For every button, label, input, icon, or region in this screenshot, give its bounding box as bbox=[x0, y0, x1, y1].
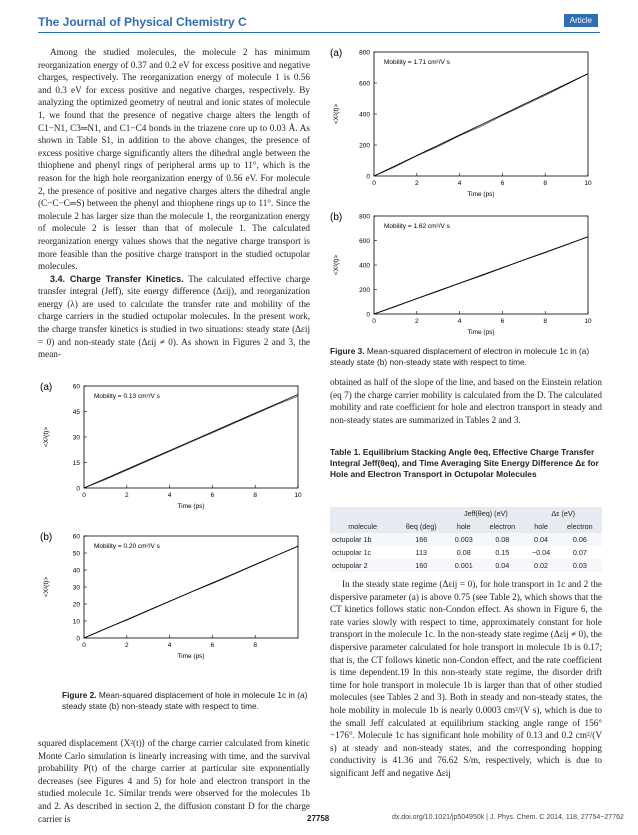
plot-frame bbox=[84, 386, 298, 488]
x-tick-label: 10 bbox=[584, 318, 592, 325]
x-tick-label: 6 bbox=[500, 318, 505, 325]
panel-label: (a) bbox=[330, 48, 343, 59]
figure3-chart-a bbox=[328, 42, 600, 202]
x-axis-label: Time (ps) bbox=[177, 653, 205, 660]
fit-series-line bbox=[84, 395, 298, 489]
mobility-annotation: Mobility = 1.71 cm²/V s bbox=[384, 59, 450, 66]
page-number: 27758 bbox=[307, 814, 330, 823]
y-tick-label: 50 bbox=[72, 550, 80, 558]
caption-label: Figure 3. bbox=[330, 346, 365, 356]
x-axis-label: Time (ps) bbox=[467, 191, 495, 198]
y-tick-label: 200 bbox=[359, 142, 370, 150]
x-axis-label: Time (ps) bbox=[467, 329, 495, 336]
y-tick-label: 30 bbox=[72, 584, 80, 592]
plot-frame bbox=[374, 52, 588, 176]
panel-label: (b) bbox=[330, 212, 343, 223]
mobility-annotation: Mobility = 0.13 cm²/V s bbox=[94, 393, 160, 400]
y-tick-label: 0 bbox=[76, 635, 80, 643]
section-heading: 3.4. Charge Transfer Kinetics. bbox=[50, 273, 184, 284]
y-tick-label: 40 bbox=[72, 567, 80, 575]
x-tick-label: 6 bbox=[210, 642, 215, 649]
paragraph: obtained as half of the slope of the line, and based on the Einstein relation (eq 7) the charge carrier mobility is calculated from the D. The calculated mobility and rate coefficient for hole and electron transport in steady and non-steady states are summarized in Tables 2 and 3. bbox=[330, 377, 602, 425]
right-text-top bbox=[330, 376, 602, 426]
x-tick-label: 8 bbox=[253, 642, 258, 649]
header-rule bbox=[38, 32, 600, 33]
y-tick-label: 45 bbox=[72, 409, 80, 416]
mobility-annotation: Mobility = 0.20 cm²/V s bbox=[94, 543, 160, 550]
y-axis-label: <X²(t)> bbox=[333, 254, 340, 276]
paragraph: squared displacement ⟨X²(t)⟩ of the charge carrier calculated from kinetic Monte Carlo simulation is linearly increasing with time, and the survival probability P(t) of the charge carrier at particular site exponentially decreases (see Figures 4 and 5) for hole and electron transport in the studied molecule 1c. Similar trends were observed for the molecules 1b and 2. As described in section 2, the diffusion constant D for the charge carrier is bbox=[38, 738, 310, 824]
table-row: octupolar 1b 166 0.003 0.08 0.04 0.06 bbox=[330, 533, 602, 546]
group-header: Jeff(θeq) (eV) bbox=[463, 509, 508, 518]
y-tick-label: 400 bbox=[359, 262, 370, 270]
y-tick-label: 0 bbox=[366, 173, 370, 181]
x-tick-label: 2 bbox=[414, 318, 419, 325]
mobility-annotation: Mobility = 1.62 cm²/V s bbox=[384, 223, 450, 230]
y-axis-label: <X²(t)> bbox=[43, 576, 50, 598]
paragraph: In the steady state regime (Δεij = 0), for hole transport in 1c and 2 the dispersive parameter (a) is above 0.75 (see Table 2), which shows that the CT kinetics follows static non-Condon effect. As shown in Figure 6, the rate varies slowly with respect to time, approximately constant for hole transport in the molecule 1c. In the non-steady state regime (Δεij ≠ 0), the dispersive parameter calculated for hole transport in molecule 1b is 0.17; that is, the CT follows kinetic non-Condon effect, and the rate coefficient is time dependent.19 In this non-steady state regime, the disorder drift time for hole transport in molecule 1b is larger than that of other studied molecules (see Tables 2 and 3). Both in steady and non-steady states, the hole mobility in molecule 1b is nearly 0.0003 cm²/(V s), which is due to the small Jeff calculated at equilibrium stacking angle range of 156°−176°. Molecule 1c has significant hole mobility of 0.13 and 0.2 cm²/(V s) at steady and non-steady states, and the corresponding hopping conductivity is 41.36 and 76.62 S/m, respectively, which is due to significant Jeff and negative Δεij bbox=[330, 579, 602, 778]
x-tick-label: 2 bbox=[124, 642, 129, 649]
left-text-top bbox=[38, 46, 310, 361]
x-tick-label: 8 bbox=[543, 180, 548, 187]
x-tick-label: 8 bbox=[543, 318, 548, 325]
paragraph: Among the studied molecules, the molecule 2 has minimum reorganization energy of 0.37 and 0.2 eV for excess positive and negative charges, respectively. The reorganization energy of molecule 1 is 0.56 and 0.3 eV for excess positive and negative charges, respectively. By analyzing the optimized geometry of neutral and ionic states of molecule 1, we found that the presence of negative charge alters the length of C1−N1, C3═N1, and C1−C4 bonds in the triazene core up to 0.03 Å. As shown in Table S1, in addition to the above changes, the presence of excess positive charge significantly alters the dihedral angle between the thiophene and phenyl rings of peripheral arms up to 11°, which is the reason for the high hole reorganization energy of 0.56 eV. For molecule 2, the presence of positive and negative charges alters the dihedral angle (C−C−C═S) between the phenyl and thiophene rings up to 11°. Since the molecule 2 has larger size than the molecule 1, the reorganization energy of molecule 2 is lesser than that of molecule 1. The calculated reorganization energy values shows that the negative charge transport is more feasible than the positive charge transport in the studied octupolar molecules. bbox=[38, 47, 310, 272]
caption-label: Figure 2. bbox=[62, 690, 97, 700]
x-tick-label: 0 bbox=[82, 492, 86, 499]
y-tick-label: 0 bbox=[366, 311, 370, 319]
column-header: electron bbox=[489, 522, 516, 531]
x-axis-label: Time (ps) bbox=[177, 503, 205, 510]
x-tick-label: 8 bbox=[253, 492, 258, 499]
journal-title: The Journal of Physical Chemistry C bbox=[38, 15, 247, 29]
plot-frame bbox=[84, 536, 298, 638]
column-header: electron bbox=[567, 522, 593, 531]
y-tick-label: 30 bbox=[72, 434, 80, 442]
table-row: octupolar 1c 113 0.08 0.15 −0.04 0.07 bbox=[332, 548, 587, 557]
y-tick-label: 15 bbox=[72, 460, 80, 467]
x-tick-label: 0 bbox=[82, 642, 86, 649]
x-tick-label: 0 bbox=[372, 180, 376, 187]
left-text-bottom bbox=[38, 737, 310, 825]
y-tick-label: 200 bbox=[359, 287, 370, 294]
y-tick-label: 800 bbox=[359, 213, 370, 221]
x-tick-label: 4 bbox=[457, 180, 462, 187]
x-tick-label: 4 bbox=[167, 642, 172, 649]
figure2-chart-b bbox=[38, 526, 310, 664]
figure2-chart-a bbox=[38, 376, 310, 514]
table-row: octupolar 2 160 0.001 0.04 0.02 0.03 bbox=[330, 559, 602, 572]
fit-series-line bbox=[84, 546, 298, 638]
y-tick-label: 800 bbox=[359, 49, 370, 57]
y-tick-label: 600 bbox=[359, 238, 370, 245]
plot-frame bbox=[374, 216, 588, 314]
x-tick-label: 10 bbox=[584, 180, 592, 187]
fit-series-line bbox=[374, 74, 588, 176]
column-header: θeq (deg) bbox=[405, 522, 437, 531]
y-tick-label: 10 bbox=[72, 618, 80, 626]
column-header: molecule bbox=[348, 522, 377, 531]
y-tick-label: 400 bbox=[359, 111, 370, 119]
column-header: hole bbox=[534, 522, 548, 531]
fit-series-line bbox=[374, 237, 588, 314]
y-tick-label: 600 bbox=[359, 80, 370, 88]
table1-caption: Table 1. Equilibrium Stacking Angle θeq, Effective Charge Transfer Integral Jeff(θeq), and Time Averaging Site Energy Difference Δε for Hole and Electron Transport in Octupolar Molecules bbox=[330, 447, 599, 479]
x-tick-label: 2 bbox=[124, 492, 129, 499]
column-header: hole bbox=[456, 522, 471, 531]
doi-citation: dx.doi.org/10.1021/jp504950k | J. Phys. Chem. C 2014, 118, 27754−27762 bbox=[392, 814, 624, 821]
paragraph: The calculated effective charge transfer integral (Jeff), site energy difference (Δεij), and reorganization energy (λ) are used to calculate the transfer rate and mobility of the charge carriers in the studied octupolar molecules. In the present work, the charge transfer kinetics is studied in two situations: steady state (Δεij = 0) and non-steady state (Δεij ≠ 0). As shown in Figures 2 and 3, the mean- bbox=[38, 273, 310, 360]
figure2-caption bbox=[62, 690, 310, 712]
x-tick-label: 10 bbox=[294, 492, 302, 499]
group-header: Δε (eV) bbox=[551, 509, 576, 518]
panel-label: (b) bbox=[40, 532, 53, 543]
y-tick-label: 60 bbox=[72, 533, 80, 541]
x-tick-label: 6 bbox=[500, 180, 505, 187]
article-type-badge: Article bbox=[564, 14, 598, 27]
x-tick-label: 4 bbox=[457, 318, 462, 325]
caption-text: Mean-squared displacement of hole in molecule 1c in (a) steady state (b) non-steady state with respect to time. bbox=[62, 690, 308, 711]
x-tick-label: 0 bbox=[372, 318, 376, 325]
figure3-caption bbox=[330, 346, 602, 368]
y-tick-label: 0 bbox=[76, 485, 80, 493]
figure3-chart-b bbox=[328, 206, 600, 340]
x-tick-label: 4 bbox=[167, 492, 172, 499]
y-tick-label: 20 bbox=[72, 601, 80, 609]
right-text-bottom bbox=[330, 578, 602, 780]
y-axis-label: <X²(t)> bbox=[43, 426, 50, 448]
x-tick-label: 2 bbox=[414, 180, 419, 187]
table1 bbox=[330, 507, 602, 572]
caption-text: Mean-squared displacement of electron in molecule 1c in (a) steady state (b) non-steady state with respect to time. bbox=[330, 346, 590, 367]
y-tick-label: 60 bbox=[72, 383, 80, 391]
x-tick-label: 6 bbox=[210, 492, 215, 499]
y-axis-label: <X²(t)> bbox=[333, 103, 340, 125]
panel-label: (a) bbox=[40, 382, 53, 393]
